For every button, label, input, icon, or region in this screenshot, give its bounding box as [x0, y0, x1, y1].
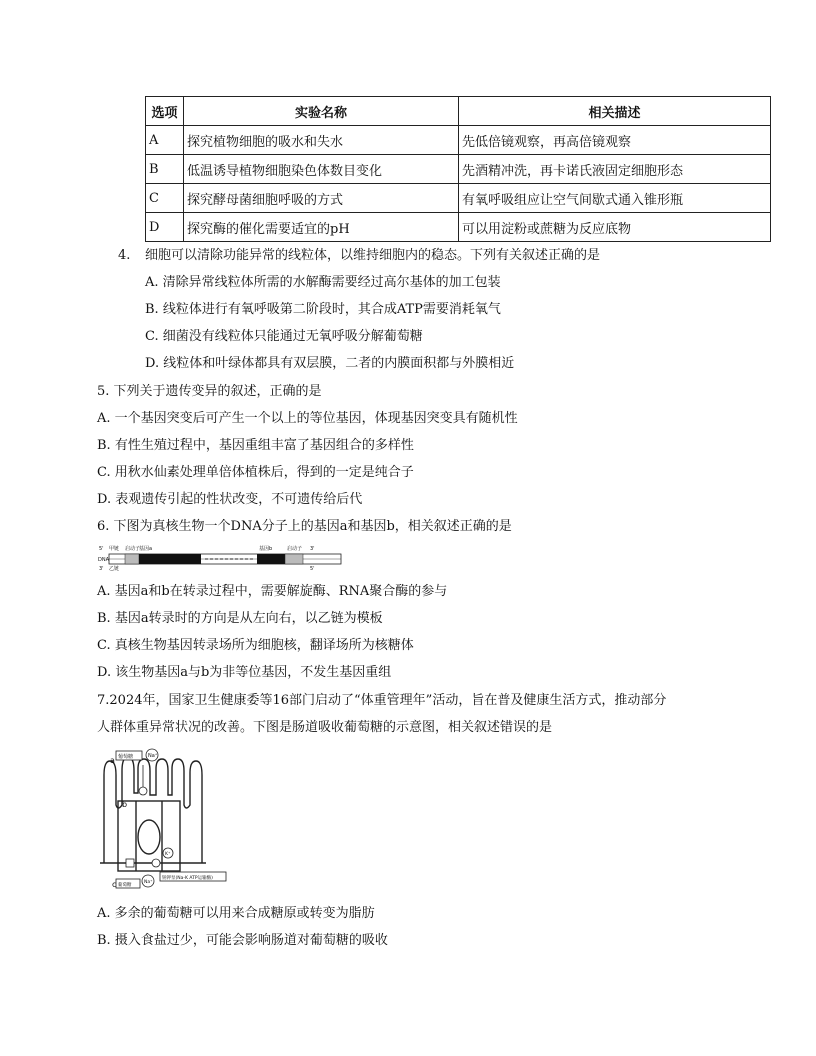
gene-b-label: 基因b [259, 546, 273, 552]
row-option: A [146, 126, 184, 155]
q5-option-a: A. 一个基因突变后可产生一个以上的等位基因，体现基因突变具有随机性 [97, 411, 518, 426]
q4-option-b: B. 线粒体进行有氧呼吸第二阶段时，其合成ATP需要消耗氧气 [145, 302, 501, 317]
row-name: 探究酵母菌细胞呼吸的方式 [184, 184, 459, 213]
q5-stem: 5. 下列关于遗传变异的叙述，正确的是 [97, 384, 322, 399]
q5-option-b: B. 有性生殖过程中，基因重组丰富了基因组合的多样性 [97, 438, 414, 453]
promoter-b-label: 启动子 [287, 546, 303, 552]
row-option: D [146, 213, 184, 242]
sodium-potassium-pump [152, 859, 160, 867]
table-header-row [146, 97, 771, 126]
q7-option-b: B. 摄入食盐过少，可能会影响肠道对葡萄糖的吸收 [97, 933, 388, 948]
q6-option-b: B. 基因a转录时的方向是从左向右，以乙链为模板 [97, 611, 383, 626]
row-name: 低温诱导植物细胞染色体数目变化 [184, 155, 459, 184]
row-name: 探究酶的催化需要适宜的pH [184, 213, 459, 242]
k-label: K⁺ [165, 852, 171, 857]
row-desc: 有氧呼吸组应让空气间歇式通入锥形瓶 [459, 184, 771, 213]
q6-option-a: A. 基因a和b在转录过程中，需要解旋酶、RNA聚合酶的参与 [97, 584, 448, 599]
label-a: a [110, 756, 115, 765]
gene-a-label: 基因a [139, 546, 153, 552]
header-name: 实验名称 [184, 97, 459, 126]
row-option: C [146, 184, 184, 213]
q6-stem: 6. 下图为真核生物一个DNA分子上的基因a和基因b，相关叙述正确的是 [97, 519, 512, 534]
dna-label-jia: 甲链 [109, 546, 120, 552]
dna-label-yi: 乙链 [109, 566, 120, 572]
na-label-bottom: Na⁺ [144, 880, 153, 885]
row-desc: 先低倍镜观察，再高倍镜观察 [459, 126, 771, 155]
na-label-top: Na⁺ [148, 753, 158, 759]
glucose-label-bottom: 葡萄糖 [118, 883, 132, 888]
q4-number: 4. [118, 248, 131, 263]
q4-option-a: A. 清除异常线粒体所需的水解酶需要经过高尔基体的加工包装 [145, 275, 501, 290]
dna-label: DNA [98, 557, 110, 563]
q6-option-c: C. 真核生物基因转录场所为细胞核，翻译场所为核糖体 [97, 638, 414, 653]
dna-label-5prime-left: 5' [99, 546, 104, 552]
table-row [146, 184, 771, 213]
glucose-label-top: 葡萄糖 [118, 754, 134, 760]
transporter-a [139, 787, 147, 795]
experiment-table [145, 96, 771, 242]
q7-stem-line1: 7.2024年，国家卫生健康委等16部门启动了“体重管理年”活动，旨在普及健康生活方式，推动部分 [97, 693, 667, 708]
row-name: 探究植物细胞的吸水和失水 [184, 126, 459, 155]
promoter-a-block [125, 554, 139, 564]
q4-stem: 细胞可以清除功能异常的线粒体，以维持细胞内的稳态。下列有关叙述正确的是 [145, 248, 601, 263]
intestinal-glucose-absorption-diagram [96, 745, 246, 895]
dna-gene-diagram [97, 544, 345, 572]
q5-option-c: C. 用秋水仙素处理单倍体植株后，得到的一定是纯合子 [97, 465, 414, 480]
table-row [146, 213, 771, 242]
dna-label-3prime-right: 3' [310, 546, 315, 552]
gene-a-block [139, 554, 201, 564]
q7-stem-line2: 人群体重异常状况的改善。下图是肠道吸收葡萄糖的示意图，相关叙述错误的是 [97, 720, 553, 735]
transporter-c [126, 859, 134, 867]
header-desc: 相关描述 [459, 97, 771, 126]
gene-b-block [257, 554, 285, 564]
dna-label-3prime-left: 3' [99, 566, 104, 572]
table-row [146, 126, 771, 155]
dna-label-5prime-right: 5' [310, 566, 315, 572]
table-row [146, 155, 771, 184]
row-desc: 可以用淀粉或蔗糖为反应底物 [459, 213, 771, 242]
q6-option-d: D. 该生物基因a与b为非等位基因，不发生基因重组 [97, 665, 392, 680]
nucleus [138, 820, 160, 854]
row-option: B [146, 155, 184, 184]
q7-option-a: A. 多余的葡萄糖可以用来合成糖原或转变为脂肪 [97, 906, 375, 921]
label-b: b [122, 800, 128, 809]
promoter-a-label: 启动子 [125, 546, 141, 552]
pump-label: 钠钾泵(Na-K ATP运输酶) [162, 876, 213, 881]
promoter-b-block [285, 554, 303, 564]
label-c: c [112, 880, 117, 889]
header-option: 选项 [146, 97, 184, 126]
q4-option-d: D. 线粒体和叶绿体都具有双层膜，二者的内膜面积都与外膜相近 [145, 356, 515, 371]
q5-option-d: D. 表观遗传引起的性状改变，不可遗传给后代 [97, 492, 363, 507]
q4-option-c: C. 细菌没有线粒体只能通过无氧呼吸分解葡萄糖 [145, 329, 423, 344]
row-desc: 先酒精冲洗，再卡诺氏液固定细胞形态 [459, 155, 771, 184]
